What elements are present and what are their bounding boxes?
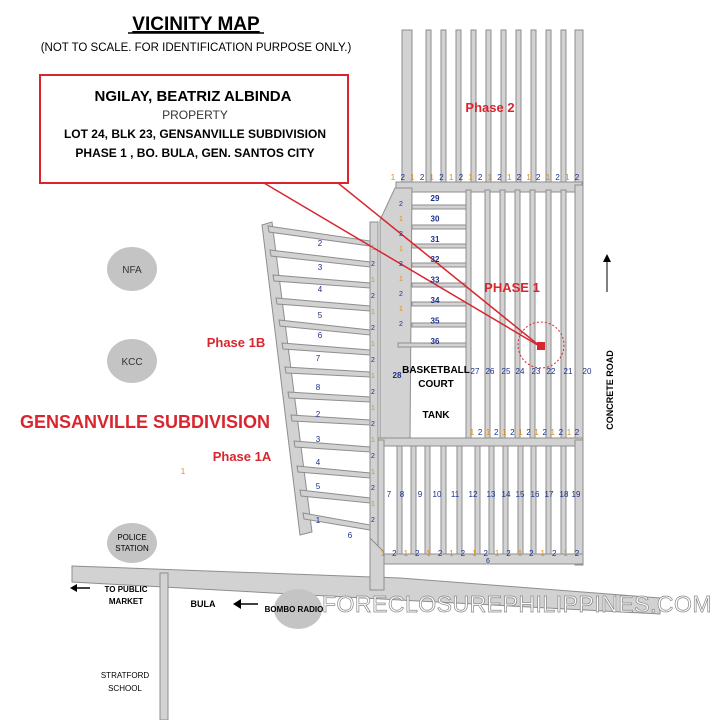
basketball-label-2: COURT [418, 379, 454, 390]
north-arrow-icon [603, 254, 611, 292]
arrow-left-icon [233, 599, 258, 609]
lot-number: 29 [430, 194, 440, 203]
block-marker: 2 [497, 173, 502, 182]
block-marker: 2 [392, 549, 397, 558]
block-marker: 1 [390, 173, 396, 182]
block-marker: 1 [566, 428, 572, 437]
lot-number: 7 [386, 490, 392, 499]
block-marker: 1 [550, 428, 555, 437]
block-marker: 1 [371, 405, 375, 412]
phase1-label: PHASE 1 [484, 280, 540, 295]
lot-number: 12 [468, 490, 478, 499]
block-marker: 1 [472, 549, 477, 558]
block-marker: 2 [477, 173, 483, 182]
lot-number: 21 [563, 367, 573, 376]
concrete-road-label: CONCRETE ROAD [605, 350, 615, 430]
block-marker: 1 [502, 428, 507, 437]
property-label: PROPERTY [162, 108, 228, 122]
block-marker: 1 [380, 549, 386, 558]
phase2-label: Phase 2 [465, 100, 515, 115]
block-marker: 2 [574, 549, 580, 558]
lot-number: 28 [392, 371, 402, 380]
stratford-road [160, 573, 168, 720]
lot-number: 27 [470, 367, 480, 376]
block-marker: 1 [448, 173, 454, 182]
lot-number: 33 [430, 275, 440, 285]
block-marker: 1 [371, 309, 375, 316]
block-marker: 1 [518, 428, 523, 437]
lot-number: 25 [501, 367, 511, 376]
lot-number: 2 [315, 410, 321, 419]
subdivision-name: GENSANVILLE SUBDIVISION [19, 412, 271, 432]
public-market-label-1: TO PUBLIC [104, 585, 148, 594]
block-marker: 1 [399, 246, 403, 253]
block-marker: 1 [410, 173, 415, 182]
lot-number: 14 [501, 490, 511, 499]
lot-number: 8 [315, 383, 321, 392]
map-title: VICINITY MAP [132, 14, 260, 35]
phase1-streets [466, 185, 583, 445]
block-marker: 1 [449, 549, 454, 558]
block-marker: 2 [371, 389, 375, 396]
block-marker: 2 [506, 549, 511, 558]
lot-number: 32 [430, 255, 440, 265]
block-marker: 1 [426, 549, 431, 558]
lot-number: 15 [515, 490, 525, 499]
phase1a-label: Phase 1A [212, 449, 272, 464]
lot-number: 8 [399, 490, 405, 499]
block-marker: 2 [439, 173, 444, 182]
lot-number: 1 [180, 467, 186, 476]
block-marker: 2 [399, 321, 403, 328]
block-marker: 2 [483, 549, 488, 558]
block-marker: 1 [563, 549, 568, 558]
block-marker: 1 [469, 428, 475, 437]
block-marker: 2 [400, 173, 405, 182]
block-marker: 2 [371, 357, 375, 364]
lot-number: 9 [417, 490, 423, 499]
block-marker: 1 [545, 173, 551, 182]
block-marker: 1 [565, 173, 570, 182]
lot-number: 34 [430, 296, 440, 305]
property-address-2: PHASE 1 , BO. BULA, GEN. SANTOS CITY [75, 146, 315, 160]
lot-number: 24 [515, 367, 525, 376]
police-label-2: STATION [115, 544, 149, 553]
block-marker: 1 [487, 173, 493, 182]
block-marker: 2 [458, 173, 464, 182]
watermark: FORECLOSUREPHILIPPINES.COM [321, 591, 713, 617]
lot-number: 36 [430, 336, 440, 346]
block-marker: 1 [517, 549, 523, 558]
tank-label: TANK [422, 410, 450, 421]
block-marker: 2 [477, 428, 483, 437]
phase1b-boundary [262, 222, 312, 535]
block-marker: 1 [526, 173, 531, 182]
block-marker: 1 [371, 501, 375, 508]
lot-number: 7 [315, 354, 321, 363]
stratford-label-2: SCHOOL [108, 684, 142, 693]
property-owner: NGILAY, BEATRIZ ALBINDA [94, 88, 292, 105]
block-marker: 1 [371, 373, 375, 380]
block-marker: 2 [555, 173, 560, 182]
block-marker: 2 [415, 549, 420, 558]
lot-number: 23 [531, 367, 541, 376]
block-marker: 1 [494, 549, 500, 558]
block-marker: 1 [429, 173, 434, 182]
lot-number: 2 [317, 239, 323, 248]
lot-number: 16 [530, 490, 540, 499]
block-marker: 2 [419, 173, 425, 182]
lot-number: 13 [486, 490, 496, 499]
block-marker: 1 [399, 216, 403, 223]
police-station-landmark [107, 523, 157, 563]
block-marker: 1 [399, 306, 403, 313]
police-label-1: POLICE [117, 533, 147, 542]
block-marker: 2 [371, 261, 375, 268]
block-marker: 2 [399, 201, 403, 208]
block-marker: 2 [494, 428, 499, 437]
lot-number: 30 [430, 214, 440, 224]
block-marker: 1 [371, 277, 375, 284]
phase1b-label: Phase 1B [206, 335, 266, 350]
lot-number: 22 [546, 367, 556, 376]
lot-number: 19 [571, 490, 581, 499]
public-market-label-2: MARKET [108, 597, 144, 606]
arrow-left-icon [70, 584, 90, 592]
block-marker: 2 [510, 428, 515, 437]
lot-number: 31 [430, 234, 440, 244]
block-marker: 1 [371, 469, 375, 476]
block-marker: 1 [371, 437, 375, 444]
middle-column-road [380, 188, 412, 442]
lot-number: 3 [315, 435, 321, 444]
block-marker: 1 [540, 549, 545, 558]
block-marker: 2 [516, 173, 522, 182]
lot-number: 6 [317, 331, 323, 340]
lot-number: 4 [315, 458, 321, 467]
phase1-lower-road [376, 438, 583, 446]
lot-number: 5 [315, 482, 321, 491]
lot-number: 3 [317, 263, 323, 272]
block-marker: 1 [468, 173, 473, 182]
block-marker: 2 [371, 293, 375, 300]
block-marker: 2 [536, 173, 541, 182]
block-marker: 2 [371, 453, 375, 460]
block-marker: 2 [399, 261, 403, 268]
block-marker: 2 [526, 428, 531, 437]
lot-number: 4 [317, 285, 323, 294]
lower-block-streets [376, 440, 583, 590]
bula-label: BULA [190, 599, 216, 609]
block-marker: 2 [558, 428, 564, 437]
basketball-label-1: BASKETBALL [402, 365, 470, 376]
block-marker: 2 [371, 517, 375, 524]
property-marker [537, 342, 545, 350]
phase2-left-road [402, 30, 412, 186]
property-address-1: LOT 24, BLK 23, GENSANVILLE SUBDIVISION [63, 127, 327, 141]
block-marker: 2 [399, 291, 403, 298]
block-marker: 1 [485, 428, 491, 437]
lot-number: 1 [315, 516, 321, 525]
block-marker: 2 [551, 549, 557, 558]
lot-number: 5 [317, 311, 323, 320]
lot-number: 18 [559, 490, 569, 499]
lot-number: 6 [347, 531, 353, 540]
lot-number: 11 [450, 490, 460, 499]
block-marker: 2 [542, 428, 547, 437]
block-marker: 2 [574, 173, 580, 182]
lot-number: 26 [485, 367, 495, 376]
lot-number: 10 [432, 490, 442, 499]
lot-number: 35 [430, 316, 440, 326]
map-subtitle: (NOT TO SCALE. FOR IDENTIFICATION PURPOSE ONLY.) [40, 42, 352, 54]
block-marker: 1 [534, 428, 539, 437]
block-marker: 2 [460, 549, 466, 558]
lot-number: 20 [582, 367, 592, 376]
block-marker: 2 [371, 421, 375, 428]
block-marker: 1 [506, 173, 512, 182]
block-marker: 1 [371, 245, 375, 252]
lot-number: 17 [544, 490, 554, 499]
block-marker: 2 [574, 428, 580, 437]
block-marker: 2 [437, 549, 443, 558]
nfa-label: NFA [122, 265, 142, 276]
block-marker: 1 [371, 341, 375, 348]
block-marker: 1 [399, 276, 403, 283]
block-marker: 2 [371, 325, 375, 332]
block-marker: 2 [529, 549, 534, 558]
block-marker: 2 [399, 231, 403, 238]
block-marker: 2 [371, 485, 375, 492]
kcc-label: KCC [121, 357, 143, 368]
bombo-radio-label: BOMBO RADIO [264, 605, 324, 614]
stratford-label-1: STRATFORD [100, 671, 150, 680]
block-marker: 1 [403, 549, 409, 558]
lot-number: 6 [486, 558, 490, 565]
